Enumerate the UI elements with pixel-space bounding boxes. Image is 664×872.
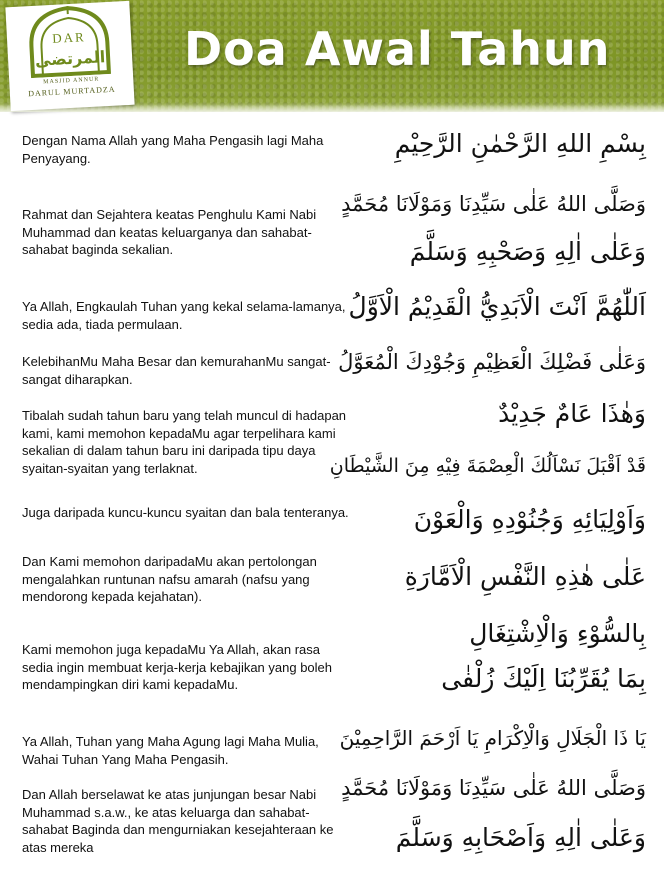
arabic-line-8a: بِالسُّوْءِ وَالْاِشْتِغَالِ: [469, 619, 646, 648]
arabic-line-5a: وَهٰذَا عَامٌ جَدِيْدٌ: [498, 399, 646, 428]
translation-7: Dan Kami memohon daripadaMu akan pertolongan mengalahkan runtunan nafsu amarah (nafsu yang mendorong kepada kejahatan).: [22, 554, 317, 604]
arabic-line-2a: وَصَلَّى اللهُ عَلٰى سَيِّدِنَا وَمَوْلَانَا مُحَمَّدٍ: [341, 192, 646, 216]
arabic-line-4: وَعَلٰى فَضْلِكَ الْعَظِيْمِ وَجُوْدِكَ الْمُعَوَّلُ: [338, 350, 646, 374]
translation-9: Ya Allah, Tuhan yang Maha Agung lagi Maha Mulia, Wahai Tuhan Yang Maha Pengasih.: [22, 734, 319, 767]
arabic-line-9: يَا ذَا الْجَلَالِ وَالْاِكْرَامِ يَا اَرْحَمَ الرَّاحِمِيْنَ: [339, 726, 646, 750]
arabic-line-3: اَللّٰهُمَّ اَنْتَ الْاَبَدِيُّ الْقَدِيْمُ الْاَوَّلُ: [348, 292, 646, 321]
translation-1: Dengan Nama Allah yang Maha Pengasih lagi Maha Penyayang.: [22, 133, 324, 166]
arabic-line-5b: قَدْ اَقْبَلَ نَسْاَلُكَ الْعِصْمَةَ فِيْهِ مِنَ الشَّيْطَانِ: [329, 455, 646, 477]
translation-3: Ya Allah, Engkaulah Tuhan yang kekal selama-lamanya, sedia ada, tiada permulaan.: [22, 299, 346, 332]
translation-5: Tibalah sudah tahun baru yang telah muncul di hadapan kami, kami memohon kepadaMu agar terpelihara kami sekalian di dalam tahun baru ini daripada tipu daya syaitan-syaitan yang terlaknat.: [22, 408, 347, 476]
header-band: [0, 0, 664, 112]
arabic-line-8b: بِمَا يُقَرِّبُنَا اِلَيْكَ زُلْفٰى: [441, 664, 646, 693]
logo-card: [5, 1, 134, 111]
translation-6: Juga daripada kuncu-kuncu syaitan dan bala tenteranya.: [22, 505, 349, 520]
logo-caption-line1: MASJID ANNUR: [43, 76, 100, 86]
translation-8: Kami memohon juga kepadaMu Ya Allah, akan rasa sedia ingin membuat kerja-kerja kebajikan yang boleh mendampingkan diri kami kepadaMu.: [22, 642, 333, 692]
arabic-line-10b: وَعَلٰى اٰلِهِ وَاَصْحَابِهِ وَسَلَّمَ: [395, 823, 646, 852]
logo-arabic-word: المرتضى: [34, 47, 106, 70]
logo-caption-line2: DARUL MURTADZA: [27, 84, 116, 99]
arabic-line-10a: وَصَلَّى اللهُ عَلٰى سَيِّدِنَا وَمَوْلَانَا مُحَمَّدٍ: [341, 776, 646, 800]
arabic-line-1: بِسْمِ اللهِ الرَّحْمٰنِ الرَّحِيْمِ: [394, 129, 646, 158]
arabic-line-7: عَلٰى هٰذِهِ النَّفْسِ الْاَمَّارَةِ: [404, 562, 646, 591]
arabic-line-6: وَاَوْلِيَائِهِ وَجُنُوْدِهِ وَالْعَوْنَ: [413, 505, 646, 534]
translation-10: Dan Allah berselawat ke atas junjungan besar Nabi Muhammad s.a.w., ke atas keluarga dan sahabat-sahabat Baginda dan mengurniakan kesejahteraan ke atas mereka: [22, 787, 334, 855]
translation-2: Rahmat dan Sejahtera keatas Penghulu Kami Nabi Muhammad dan keatas keluarganya dan sahabat-sahabat baginda sekalian.: [22, 207, 317, 257]
translation-4: KelebihanMu Maha Besar dan kemurahanMu sangat-sangat diharapkan.: [22, 354, 331, 387]
logo-latin-word: DAR: [51, 29, 87, 46]
mosque-logo-icon: [19, 4, 119, 79]
page-title: Doa Awal Tahun: [184, 22, 611, 76]
arabic-line-2b: وَعَلٰى اٰلِهِ وَصَحْبِهِ وَسَلَّمَ: [409, 237, 646, 266]
